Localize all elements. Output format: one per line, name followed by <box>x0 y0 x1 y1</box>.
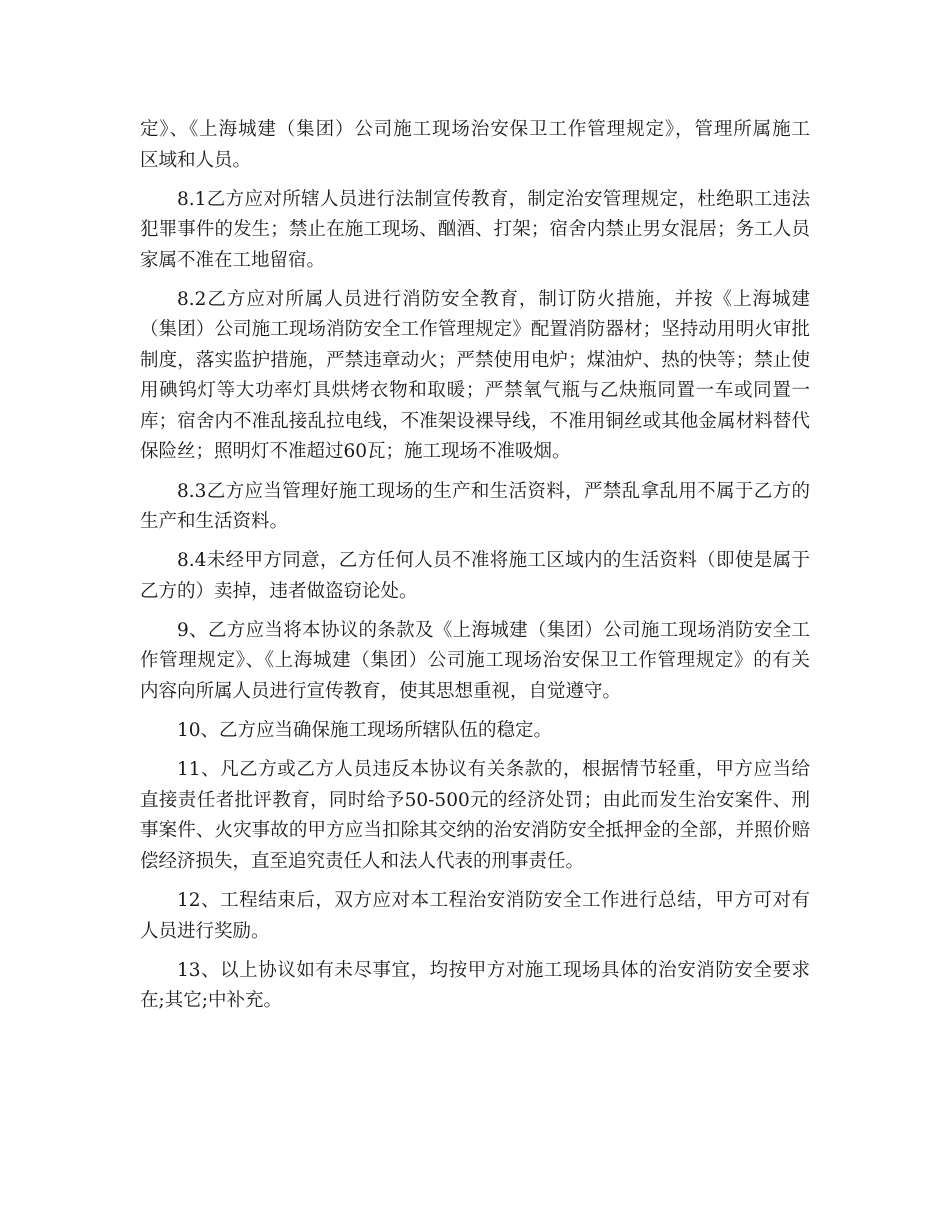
text-line: 库；宿舍内不准乱接乱拉电线，不准架设裸导线，不准用铜丝或其他金属材料替代 <box>140 410 810 432</box>
paragraph <box>140 546 810 607</box>
text-line: 在;其它;中补充。 <box>140 990 282 1012</box>
text-line: 用碘钨灯等大功率灯具烘烤衣物和取暖；严禁氧气瓶与乙炔瓶同置一车或同置一 <box>140 380 810 402</box>
text-line: 作管理规定》、《上海城建（集团）公司施工现场治安保卫工作管理规定》的有关 <box>140 650 810 672</box>
text-line: 8.1乙方应对所辖人员进行法制宣传教育，制定治安管理规定，杜绝职工违法 <box>177 188 810 210</box>
paragraph <box>140 886 810 947</box>
text-line: 10、乙方应当确保施工现场所辖队伍的稳定。 <box>177 720 553 742</box>
text-line: 事案件、火灾事故的甲方应当扣除其交纳的治安消防安全抵押金的全部，并照价赔 <box>140 820 810 842</box>
text-line: 8.2乙方应对所属人员进行消防安全教育，制订防火措施，并按《上海城建 <box>177 288 810 310</box>
paragraph <box>140 956 810 1017</box>
text-line: 乙方的）卖掉，违者做盗窃论处。 <box>140 580 418 602</box>
paragraph <box>140 185 810 277</box>
paragraph <box>140 115 810 176</box>
text-line: 内容向所属人员进行宣传教育，使其思想重视，自觉遵守。 <box>140 680 622 702</box>
text-line: 9、乙方应当将本协议的条款及《上海城建（集团）公司施工现场消防安全工 <box>177 619 810 641</box>
paragraph <box>140 477 810 538</box>
document-body <box>140 115 810 1025</box>
text-line: 犯罪事件的发生；禁止在施工现场、酗酒、打架；宿舍内禁止男女混居；务工人员 <box>140 219 810 241</box>
text-line: 13、以上协议如有未尽事宜，均按甲方对施工现场具体的治安消防安全要求 <box>177 959 810 981</box>
paragraph <box>140 716 810 747</box>
text-line: 区域和人员。 <box>140 149 252 171</box>
text-line: 8.4未经甲方同意，乙方任何人员不准将施工区域内的生活资料（即使是属于 <box>177 550 810 572</box>
text-line: 家属不准在工地留宿。 <box>140 249 326 271</box>
text-line: 偿经济损失，直至追究责任人和法人代表的刑事责任。 <box>140 850 585 872</box>
text-line: 8.3乙方应当管理好施工现场的生产和生活资料，严禁乱拿乱用不属于乙方的 <box>177 480 810 502</box>
text-line: 直接责任者批评教育，同时给予50-500元的经济处罚；由此而发生治安案件、刑 <box>140 789 810 811</box>
paragraph <box>140 616 810 708</box>
text-line: 11、凡乙方或乙方人员违反本协议有关条款的，根据情节轻重，甲方应当给 <box>177 759 810 781</box>
text-line: 12、工程结束后，双方应对本工程治安消防安全工作进行总结，甲方可对有 <box>177 890 810 911</box>
text-line: 定》、《上海城建（集团）公司施工现场治安保卫工作管理规定》，管理所属施工 <box>140 119 810 140</box>
text-line: 生产和生活资料。 <box>140 511 289 533</box>
text-line: （集团）公司施工现场消防安全工作管理规定》配置消防器材；坚持动用明火审批 <box>140 319 810 341</box>
paragraph <box>140 755 810 877</box>
text-line: 人员进行奖励。 <box>140 920 270 942</box>
text-line: 保险丝；照明灯不准超过60瓦；施工现场不准吸烟。 <box>140 441 571 463</box>
text-line: 制度，落实监护措施，严禁违章动火；严禁使用电炉；煤油炉、热的快等；禁止使 <box>140 349 810 371</box>
paragraph <box>140 285 810 468</box>
